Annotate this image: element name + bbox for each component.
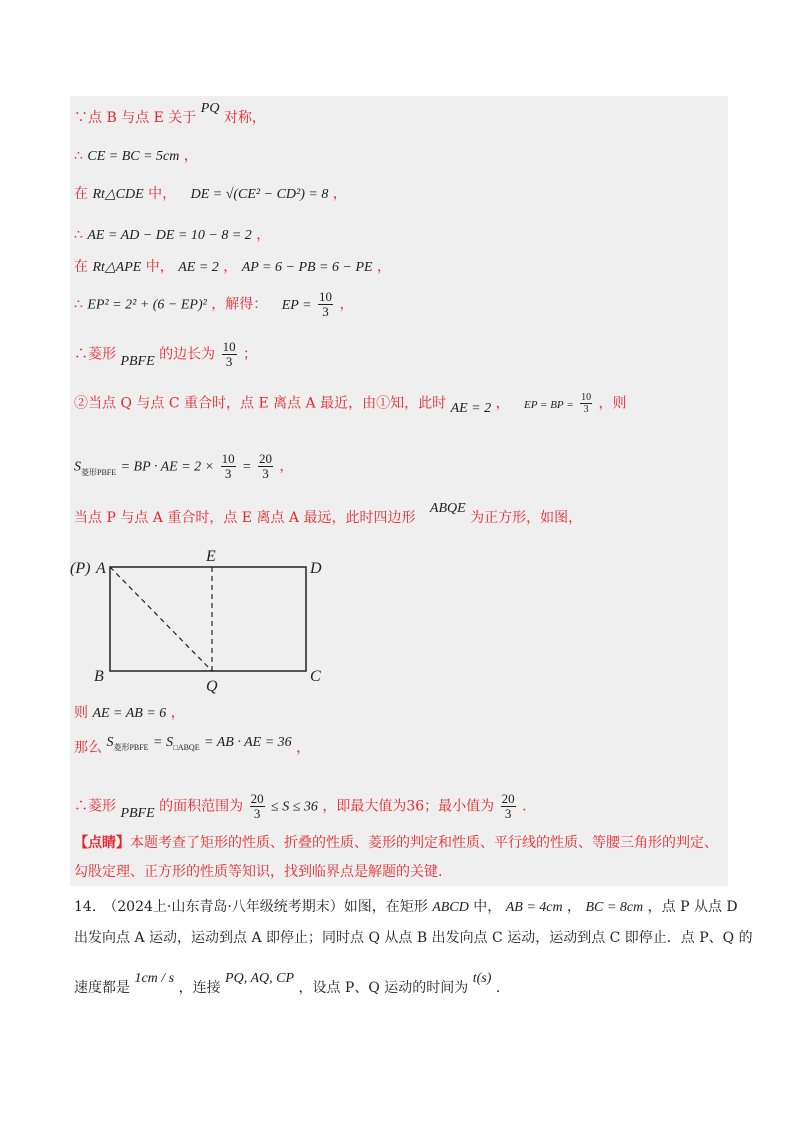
solution-line-7 bbox=[74, 340, 257, 369]
math: S bbox=[74, 459, 81, 475]
solution-line-11 bbox=[74, 703, 185, 724]
text: ， bbox=[256, 227, 271, 243]
text: ∴菱形 bbox=[74, 346, 116, 363]
label-b: B bbox=[94, 668, 104, 685]
math-subscript: 菱形PBFE bbox=[81, 467, 117, 477]
solution-line-1 bbox=[74, 101, 266, 129]
math: = S bbox=[153, 735, 173, 750]
text: . bbox=[522, 798, 527, 815]
text: 14. （2024上·山东青岛·八年级统考期末）如图，在矩形 bbox=[74, 899, 428, 915]
solution-line-4 bbox=[74, 225, 270, 246]
dianjing-heading: 【点睛】 bbox=[74, 835, 130, 851]
text: ，设点 P、Q 运动的时间为 bbox=[298, 980, 469, 996]
math: PBFE bbox=[120, 353, 155, 369]
fraction: $\frac{10}{3}$ bbox=[221, 451, 235, 481]
rectangle-diagram bbox=[70, 545, 330, 695]
question-line-2 bbox=[74, 928, 753, 948]
fraction: $\frac{20}{3}$ bbox=[501, 791, 515, 821]
label-e: E bbox=[206, 548, 216, 565]
text: 的面积范围为 bbox=[159, 798, 244, 815]
dianjing-line-1 bbox=[74, 833, 718, 853]
text: ， bbox=[332, 186, 347, 202]
math: = BP · AE = 2 × bbox=[120, 459, 215, 475]
text: ； bbox=[243, 346, 258, 363]
math: BC = 8cm bbox=[585, 900, 644, 915]
text: ， bbox=[296, 740, 311, 756]
math: CE = BC = 5cm bbox=[87, 149, 180, 164]
math-subscript: 菱形PBFE bbox=[113, 743, 149, 752]
solution-line-12 bbox=[74, 735, 311, 760]
text: ， bbox=[183, 148, 198, 164]
solution-line-10 bbox=[74, 501, 583, 529]
solution-line-3 bbox=[74, 184, 347, 205]
text: 速度都是 bbox=[74, 980, 130, 996]
text: 中， bbox=[473, 899, 502, 915]
text: ，解得： bbox=[211, 296, 268, 313]
text: 本题考查了矩形的性质、折叠的性质、菱形的判定和性质、平行线的性质、等腰三角形的判定、 bbox=[130, 835, 718, 851]
math: AE = AB = 6 bbox=[92, 706, 167, 721]
text: 当点 P 与点 A 重合时，点 E 离点 A 最远，此时四边形 bbox=[74, 510, 416, 526]
question-line-1 bbox=[74, 897, 738, 918]
solution-line-13 bbox=[74, 792, 527, 821]
math: S bbox=[106, 735, 114, 750]
text: ∵点 B 与点 E 关于 bbox=[74, 110, 197, 126]
text: 中， bbox=[145, 259, 174, 275]
math: DE = √(CE² − CD²) = 8 bbox=[190, 187, 329, 202]
solution-line-5 bbox=[74, 257, 391, 278]
text: 在 bbox=[74, 259, 88, 275]
rectangle-abcd bbox=[110, 567, 306, 671]
math: EP = BP = bbox=[524, 398, 574, 411]
text: 为正方形，如图， bbox=[470, 510, 583, 526]
dianjing-line-2 bbox=[74, 862, 442, 882]
math: t(s) bbox=[472, 971, 492, 986]
math: EP² = 2² + (6 − EP)² bbox=[87, 297, 207, 313]
question-line-3 bbox=[74, 971, 501, 999]
text: ，则 bbox=[598, 395, 627, 412]
text: ②当点 Q 与点 C 重合时，点 E 离点 A 最近，由①知，此时 bbox=[74, 395, 447, 412]
fraction: $\frac{10}{3}$ bbox=[222, 339, 236, 369]
solution-line-9 bbox=[74, 452, 293, 481]
math: 1cm / s bbox=[134, 971, 175, 986]
text: 在 bbox=[74, 186, 88, 202]
math: = bbox=[242, 459, 252, 475]
math-subscript: □ABQE bbox=[172, 743, 200, 752]
text: ， bbox=[495, 395, 510, 412]
math: ≤ S ≤ 36 bbox=[271, 799, 318, 815]
math: PQ bbox=[200, 101, 220, 116]
label-d: D bbox=[310, 560, 322, 577]
solution-line-8 bbox=[74, 392, 627, 415]
text: 出发向点 A 运动，运动到点 A 即停止；同时点 Q 从点 B 出发向点 C 运动，运动到点 C 即停止．点 P、Q 的 bbox=[74, 930, 753, 946]
math: AE = 2 bbox=[178, 260, 219, 275]
math: Rt△CDE bbox=[92, 187, 144, 202]
solution-line-6 bbox=[74, 290, 353, 319]
text: ∴菱形 bbox=[74, 798, 116, 815]
text: ， bbox=[223, 259, 238, 275]
text: ， bbox=[339, 296, 354, 313]
math: PBFE bbox=[120, 805, 155, 821]
text: ， bbox=[377, 259, 392, 275]
text: 勾股定理、正方形的性质等知识，找到临界点是解题的关键. bbox=[74, 864, 443, 880]
label-q: Q bbox=[206, 678, 218, 695]
diagonal-aq bbox=[110, 567, 212, 671]
math: AE = 2 bbox=[450, 400, 492, 416]
fraction: $\frac{10}{3}$ bbox=[319, 289, 333, 319]
math: = AB · AE = 36 bbox=[204, 735, 292, 750]
text: ， bbox=[170, 705, 185, 721]
label-c: C bbox=[310, 668, 321, 685]
text: ∴ bbox=[74, 296, 83, 313]
text: 对称， bbox=[223, 110, 266, 126]
text: ，连接 bbox=[178, 980, 221, 996]
text: 则 bbox=[74, 705, 88, 721]
solution-box bbox=[70, 96, 728, 886]
solution-line-2 bbox=[74, 146, 198, 167]
math: ABQE bbox=[429, 501, 466, 516]
text: ，点 P 从点 D bbox=[647, 899, 738, 915]
text: ∴ bbox=[74, 148, 83, 164]
label-a: A bbox=[96, 560, 106, 577]
label-p: (P) bbox=[70, 560, 91, 577]
text: ， bbox=[567, 899, 582, 915]
math: Rt△APE bbox=[92, 260, 142, 275]
fraction: $\frac{20}{3}$ bbox=[258, 451, 272, 481]
text: 的边长为 bbox=[159, 346, 216, 363]
text: ， bbox=[279, 458, 294, 475]
text: . bbox=[495, 980, 501, 996]
fraction: $\frac{10}{3}$ bbox=[581, 392, 592, 415]
text: ，即最大值为36；最小值为 bbox=[322, 798, 495, 815]
text: 中， bbox=[148, 186, 177, 202]
math: AB = 4cm bbox=[505, 900, 563, 915]
math: ABCD bbox=[432, 900, 469, 915]
math: PQ, AQ, CP bbox=[225, 971, 294, 986]
math: AP = 6 − PB = 6 − PE bbox=[241, 260, 373, 275]
fraction: $\frac{20}{3}$ bbox=[250, 791, 264, 821]
math: AE = AD − DE = 10 − 8 = 2 bbox=[87, 228, 252, 243]
text: ∴ bbox=[74, 227, 83, 243]
text: 那么 bbox=[74, 740, 102, 756]
math: EP = bbox=[281, 297, 312, 313]
